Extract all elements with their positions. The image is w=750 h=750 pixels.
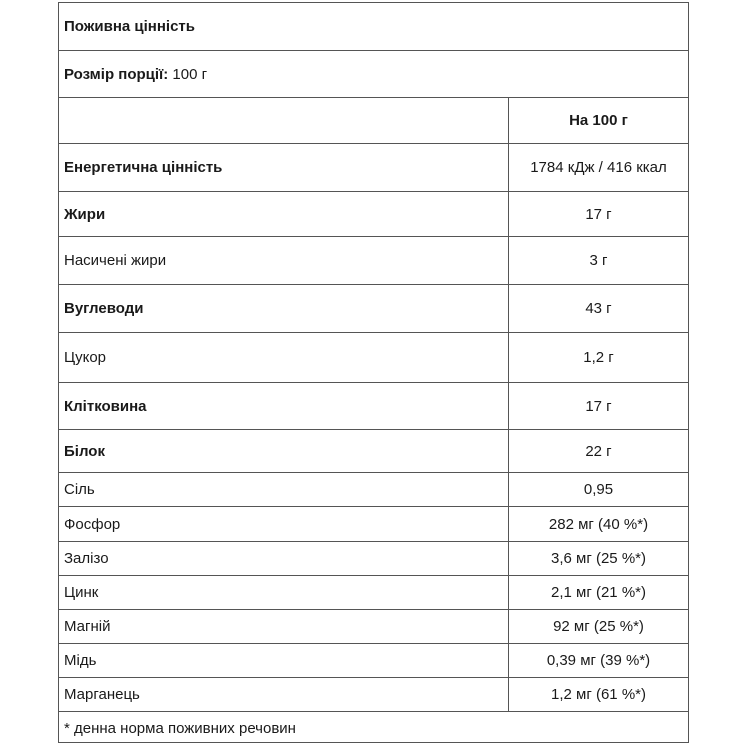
nutrient-name: Жири bbox=[59, 192, 509, 236]
serving-size bbox=[59, 51, 688, 97]
table-row bbox=[59, 542, 688, 576]
table-title: Поживна цінність bbox=[64, 18, 195, 35]
nutrient-value: 3 г bbox=[589, 252, 608, 269]
table-row bbox=[59, 473, 688, 507]
nutrient-value: 3,6 мг (25 %*) bbox=[551, 550, 646, 567]
title-row bbox=[59, 3, 688, 51]
header-row bbox=[59, 98, 688, 144]
table-row bbox=[59, 644, 688, 678]
nutrient-name: Марганець bbox=[59, 678, 509, 711]
table-row bbox=[59, 430, 688, 473]
nutrient-name: Залізо bbox=[59, 542, 509, 575]
footnote-row bbox=[59, 712, 688, 744]
nutrient-name: Насичені жири bbox=[59, 237, 509, 284]
nutrient-value: 0,39 мг (39 %*) bbox=[546, 652, 651, 669]
nutrition-table bbox=[58, 2, 689, 743]
footnote: * денна норма поживних речовин bbox=[64, 719, 296, 737]
table-row bbox=[59, 192, 688, 237]
column-header: На 100 г bbox=[569, 112, 628, 129]
nutrient-value: 43 г bbox=[585, 300, 612, 317]
table-row bbox=[59, 285, 688, 333]
nutrient-name: Магній bbox=[59, 610, 509, 643]
nutrient-name: Вуглеводи bbox=[59, 285, 509, 332]
nutrient-value: 22 г bbox=[585, 442, 612, 460]
table-row bbox=[59, 507, 688, 542]
table-row bbox=[59, 383, 688, 430]
nutrient-value: 17 г bbox=[585, 397, 612, 415]
nutrient-name: Енергетична цінність bbox=[59, 144, 509, 191]
nutrient-value: 2,1 мг (21 %*) bbox=[551, 584, 646, 601]
serving-label: Розмір порції: bbox=[64, 65, 169, 83]
table-row bbox=[59, 237, 688, 285]
table-row bbox=[59, 333, 688, 383]
header-empty-cell bbox=[59, 98, 509, 143]
nutrient-value: 282 мг (40 %*) bbox=[548, 515, 649, 533]
nutrient-name: Клітковина bbox=[59, 383, 509, 429]
nutrient-value: 1784 кДж / 416 ккал bbox=[530, 159, 667, 176]
nutrient-value: 0,95 bbox=[583, 481, 614, 498]
nutrient-name: Мідь bbox=[59, 644, 509, 677]
table-row bbox=[59, 678, 688, 712]
nutrient-value: 92 мг (25 %*) bbox=[553, 618, 644, 635]
nutrient-name: Фосфор bbox=[59, 507, 509, 541]
table-row bbox=[59, 610, 688, 644]
nutrient-name: Цукор bbox=[59, 333, 509, 382]
table-row bbox=[59, 576, 688, 610]
table-row bbox=[59, 144, 688, 192]
nutrient-value: 1,2 г bbox=[583, 349, 614, 366]
nutrient-value: 1,2 мг (61 %*) bbox=[551, 686, 646, 703]
nutrient-name: Сіль bbox=[59, 473, 509, 506]
nutrient-value: 17 г bbox=[585, 205, 612, 223]
serving-value: 100 г bbox=[168, 65, 208, 83]
nutrient-name: Цинк bbox=[59, 576, 509, 609]
serving-row bbox=[59, 51, 688, 98]
nutrient-name: Білок bbox=[59, 430, 509, 472]
